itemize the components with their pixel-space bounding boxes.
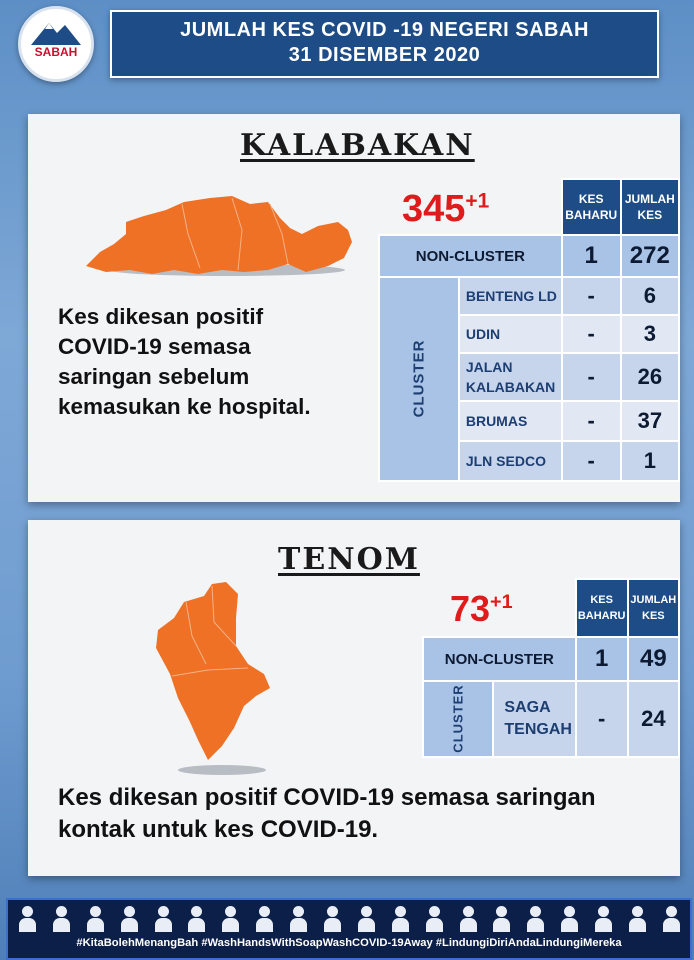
- cluster-total: 37: [621, 401, 679, 441]
- person-icon: [187, 906, 205, 932]
- person-icon: [391, 906, 409, 932]
- person-icon: [221, 906, 239, 932]
- person-icon: [86, 906, 104, 932]
- cluster-name: BRUMAS: [459, 401, 562, 441]
- tenom-district-title: TENOM: [278, 542, 420, 577]
- cluster-name: BENTENG LD: [459, 277, 562, 315]
- cluster-label: CLUSTER: [410, 339, 428, 418]
- footer-banner: [6, 898, 692, 960]
- non-cluster-new: 1: [576, 637, 628, 681]
- page-title: JUMLAH KES COVID -19 NEGERI SABAH: [180, 19, 589, 41]
- person-icon: [289, 906, 307, 932]
- cluster-name: JALAN KALABAKAN: [459, 353, 562, 401]
- page-date: 31 DISEMBER 2020: [288, 44, 481, 66]
- cluster-total: 24: [628, 681, 679, 757]
- tenom-panel: [28, 520, 680, 876]
- footer-hashtags: #KitaBolehMenangBah #WashHandsWithSoapWashCOVID-19Away #LindungiDiriAndaLindungiMereka: [76, 937, 622, 949]
- person-icon: [255, 906, 273, 932]
- cluster-new: -: [576, 681, 628, 757]
- person-icon: [492, 906, 510, 932]
- col-header-new: KES BAHARU: [576, 579, 628, 637]
- kalabakan-description: Kes dikesan positif COVID-19 semasa saringan sebelum kemasukan ke hospital.: [58, 304, 311, 419]
- tenom-map: [152, 578, 282, 778]
- person-icon: [154, 906, 172, 932]
- cluster-label-cell: [423, 681, 493, 757]
- person-icon: [459, 906, 477, 932]
- person-icon: [628, 906, 646, 932]
- cluster-label: CLUSTER: [450, 684, 466, 753]
- tenom-description: Kes dikesan positif COVID-19 semasa saringan kontak untuk kes COVID-19.: [58, 784, 596, 843]
- non-cluster-total: 49: [628, 637, 679, 681]
- non-cluster-total: 272: [621, 235, 679, 277]
- tenom-case-table: [422, 578, 680, 758]
- cluster-new: -: [562, 315, 621, 353]
- person-icon: [526, 906, 544, 932]
- tenom-total-new: +1: [490, 591, 513, 613]
- cluster-total: 3: [621, 315, 679, 353]
- kalabakan-district-title: KALABAKAN: [240, 128, 475, 163]
- non-cluster-label: NON-CLUSTER: [379, 235, 562, 277]
- non-cluster-new: 1: [562, 235, 621, 277]
- kalabakan-case-table: [378, 178, 680, 482]
- mountain-icon: [21, 15, 91, 49]
- cluster-label-cell: [379, 277, 459, 481]
- kalabakan-total-value: 345: [402, 188, 466, 230]
- kalabakan-map: [82, 194, 357, 280]
- kalabakan-total-new: +1: [465, 189, 490, 213]
- person-icon: [52, 906, 70, 932]
- cluster-new: -: [562, 401, 621, 441]
- cluster-total: 6: [621, 277, 679, 315]
- person-icon: [357, 906, 375, 932]
- non-cluster-label: NON-CLUSTER: [423, 637, 576, 681]
- cluster-new: -: [562, 353, 621, 401]
- cluster-total: 26: [621, 353, 679, 401]
- col-header-total: JUMLAH KES: [628, 579, 679, 637]
- page-header: [110, 10, 659, 78]
- col-header-new: KES BAHARU: [562, 179, 621, 235]
- person-icon: [18, 906, 36, 932]
- cluster-new: -: [562, 441, 621, 481]
- logo-text: SABAH: [34, 45, 78, 59]
- cluster-name: UDIN: [459, 315, 562, 353]
- cluster-new: -: [562, 277, 621, 315]
- col-header-total: JUMLAH KES: [621, 179, 679, 235]
- person-icon: [323, 906, 341, 932]
- person-icon: [594, 906, 612, 932]
- person-icon: [662, 906, 680, 932]
- sabah-logo: [18, 6, 94, 82]
- person-icon: [425, 906, 443, 932]
- cluster-name: SAGA TENGAH: [493, 681, 575, 757]
- cluster-total: 1: [621, 441, 679, 481]
- kalabakan-panel: [28, 114, 680, 502]
- frontliner-figures: [18, 906, 680, 934]
- person-icon: [120, 906, 138, 932]
- tenom-total-value: 73: [450, 588, 491, 629]
- person-icon: [560, 906, 578, 932]
- cluster-name: JLN SEDCO: [459, 441, 562, 481]
